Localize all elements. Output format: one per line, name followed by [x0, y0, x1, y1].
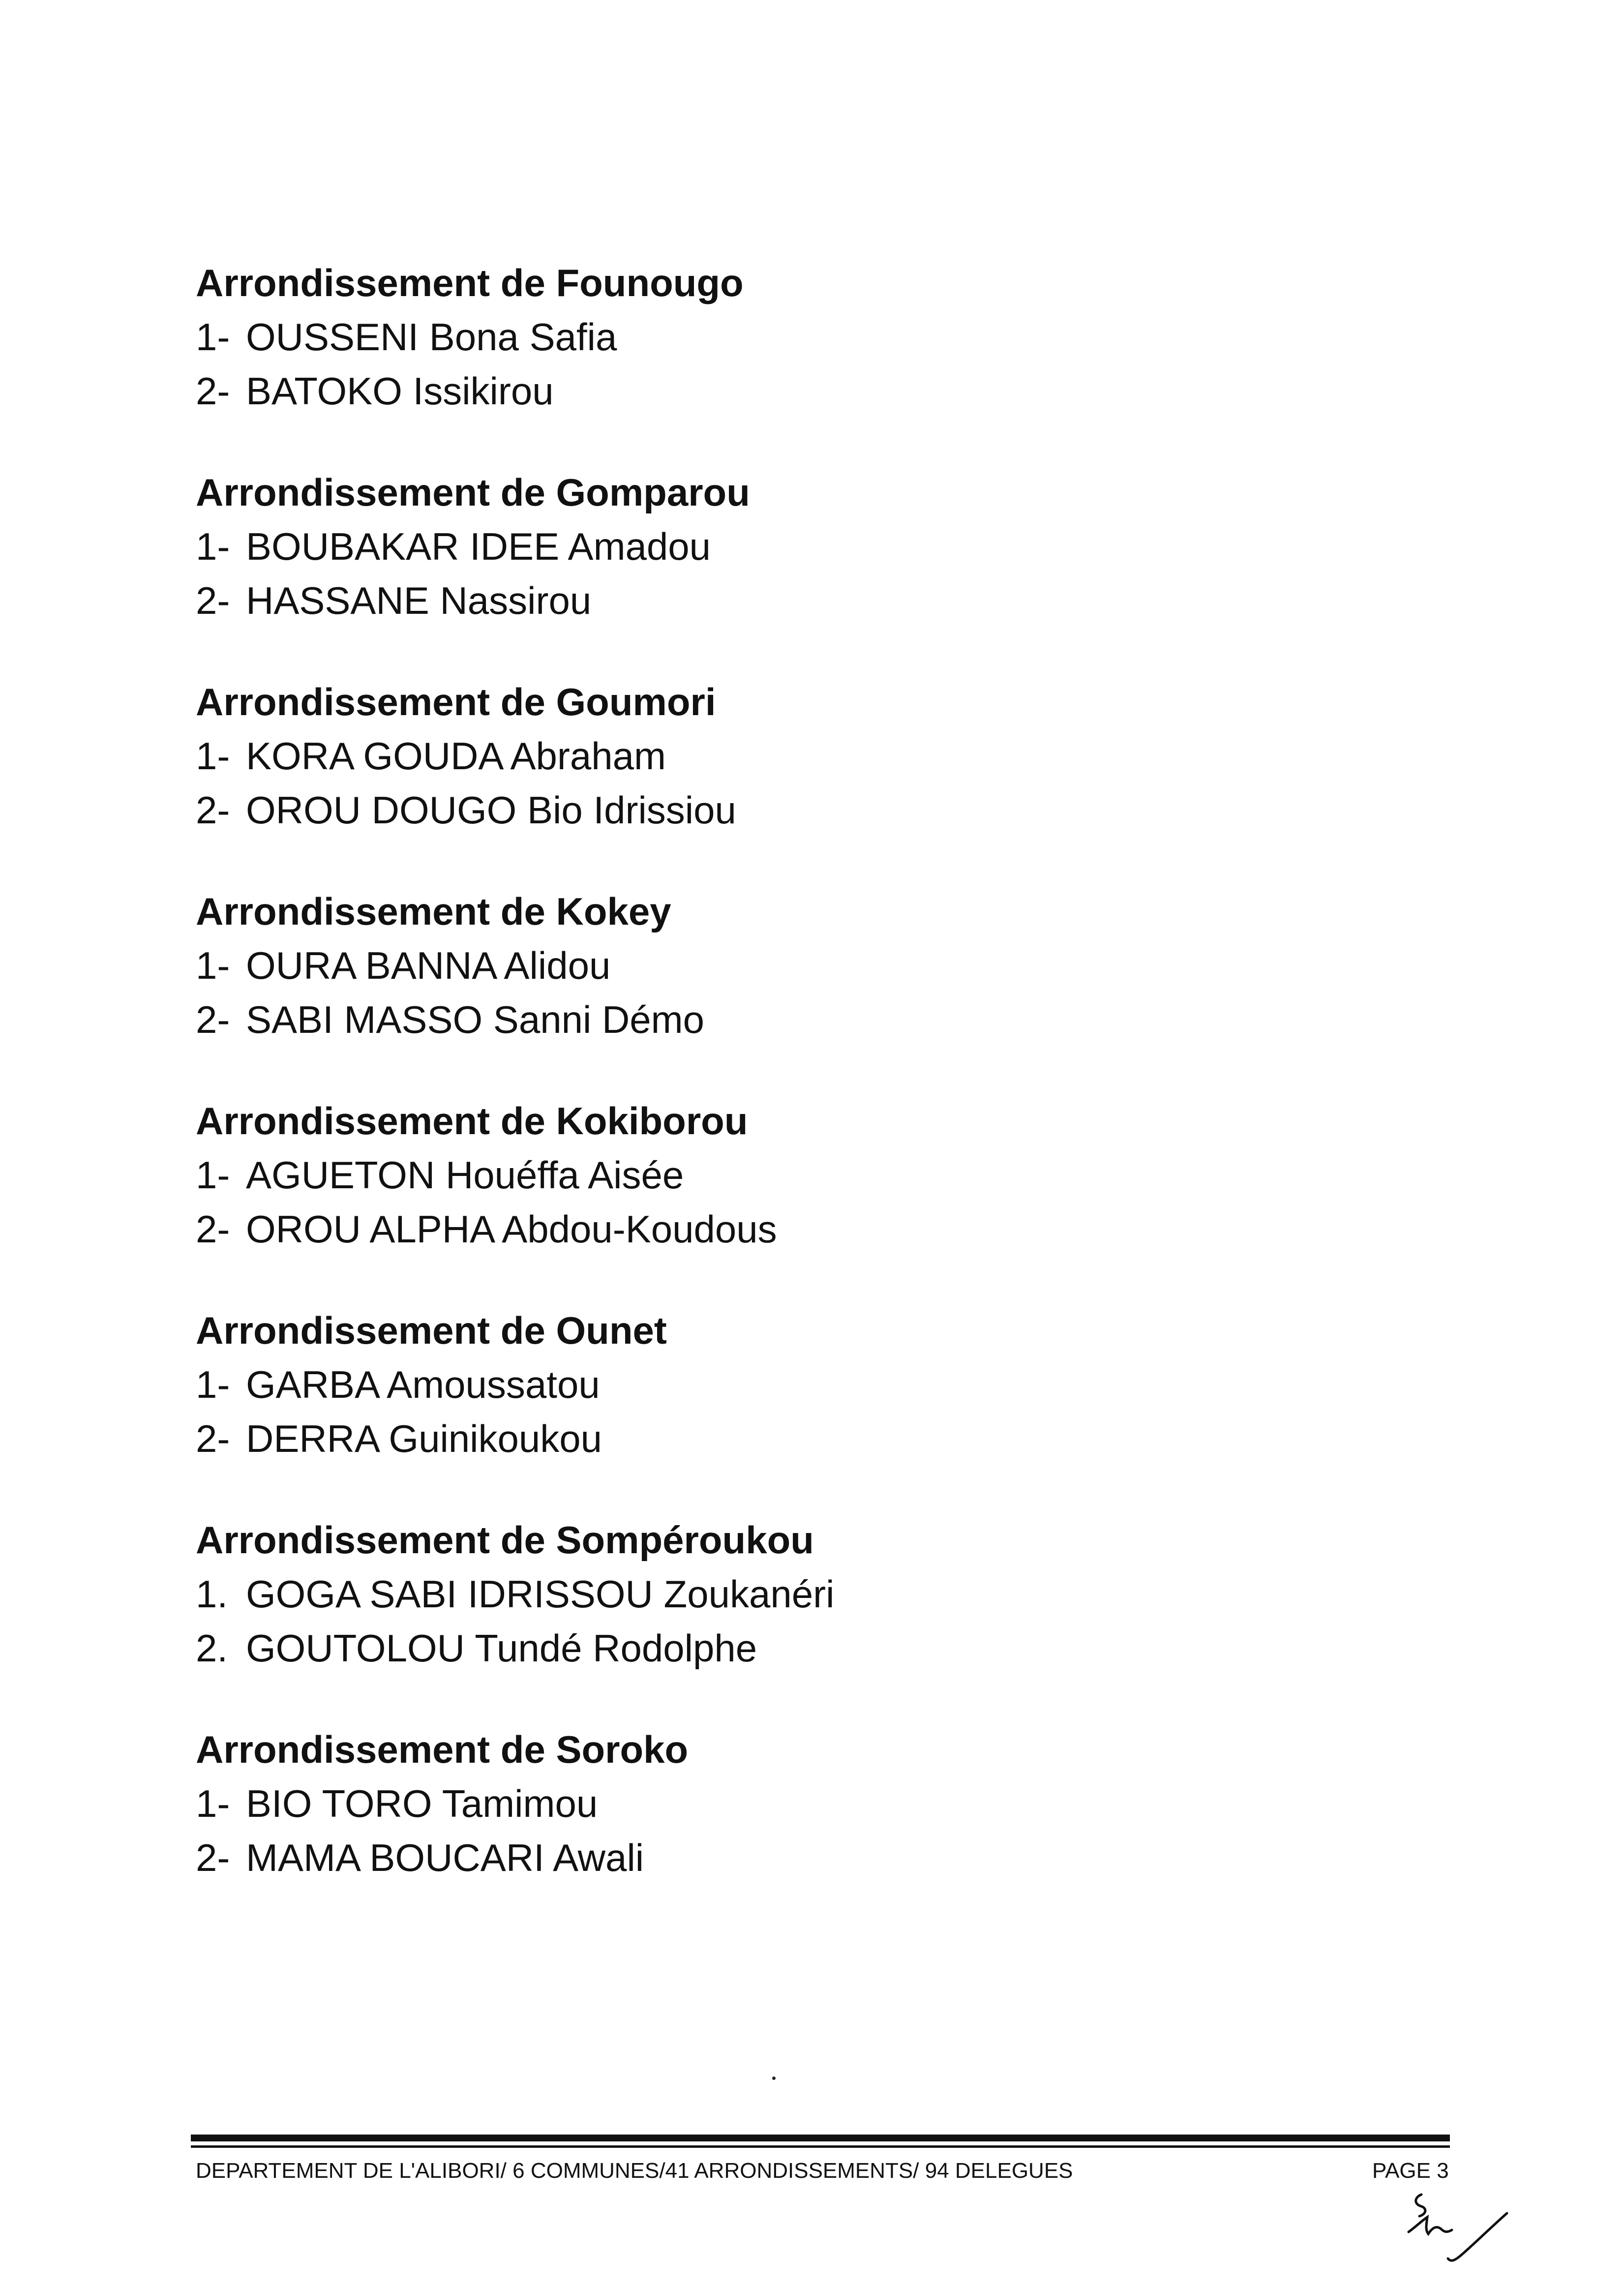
document-body [196, 256, 1425, 1932]
list-item [196, 993, 1425, 1047]
delegate-name: HASSANE Nassirou [246, 579, 592, 622]
list-item [196, 573, 1425, 628]
section-heading: Arrondissement de Soroko [196, 1728, 689, 1771]
section-founougo [196, 256, 1425, 418]
section-heading: Arrondissement de Goumori [196, 680, 716, 723]
section-ounet [196, 1303, 1425, 1466]
list-item [196, 1357, 1425, 1412]
section-heading: Arrondissement de Gomparou [196, 471, 750, 514]
delegate-name: OROU ALPHA Abdou-Koudous [246, 1207, 777, 1251]
item-number: 1- [196, 315, 230, 359]
delegate-name: BIO TORO Tamimou [246, 1782, 598, 1825]
list-item [196, 938, 1425, 993]
delegate-name: BOUBAKAR IDEE Amadou [246, 525, 711, 568]
section-kokey [196, 884, 1425, 1047]
item-number: 2- [196, 998, 230, 1041]
section-heading: Arrondissement de Ounet [196, 1309, 667, 1352]
list-item [196, 1412, 1425, 1466]
delegate-name: OURA BANNA Alidou [246, 944, 611, 987]
signature-mark [1402, 2189, 1515, 2272]
item-number: 2- [196, 369, 230, 413]
stray-mark [772, 2076, 776, 2080]
list-item [196, 1776, 1425, 1831]
delegate-name: SABI MASSO Sanni Démo [246, 998, 705, 1041]
list-item [196, 1831, 1425, 1885]
list-item [196, 1202, 1425, 1256]
section-heading: Arrondissement de Kokiborou [196, 1099, 748, 1143]
section-goumori [196, 675, 1425, 837]
item-number: 1- [196, 1782, 230, 1825]
item-number: 2- [196, 1417, 230, 1460]
footer-text: DEPARTEMENT DE L'ALIBORI/ 6 COMMUNES/41 ARRONDISSEMENTS/ 94 DELEGUES [196, 2159, 1073, 2183]
delegate-name: GARBA Amoussatou [246, 1363, 600, 1406]
delegate-name: KORA GOUDA Abraham [246, 734, 666, 778]
section-heading: Arrondissement de Founougo [196, 261, 744, 304]
item-number: 2- [196, 579, 230, 622]
footer-rule-thick [191, 2135, 1450, 2141]
section-kokiborou [196, 1094, 1425, 1256]
section-gomparou [196, 465, 1425, 628]
section-heading: Arrondissement de Sompéroukou [196, 1518, 814, 1562]
list-item [196, 1567, 1425, 1621]
item-number: 2. [196, 1626, 228, 1670]
item-number: 1. [196, 1572, 228, 1616]
delegate-name: DERRA Guinikoukou [246, 1417, 602, 1460]
footer-rule-thin [191, 2145, 1450, 2148]
section-somperoukou [196, 1513, 1425, 1675]
item-number: 1- [196, 944, 230, 987]
item-number: 2- [196, 1207, 230, 1251]
list-item [196, 310, 1425, 364]
section-heading: Arrondissement de Kokey [196, 890, 671, 933]
delegate-name: OUSSENI Bona Safia [246, 315, 617, 359]
delegate-name: GOUTOLOU Tundé Rodolphe [246, 1626, 757, 1670]
item-number: 1- [196, 1153, 230, 1197]
delegate-name: OROU DOUGO Bio Idrissiou [246, 788, 736, 832]
section-soroko [196, 1722, 1425, 1885]
item-number: 2- [196, 1836, 230, 1879]
delegate-name: BATOKO Issikirou [246, 369, 554, 413]
list-item [196, 729, 1425, 783]
list-item [196, 519, 1425, 573]
page-number: PAGE 3 [1372, 2159, 1449, 2183]
list-item [196, 364, 1425, 418]
item-number: 1- [196, 525, 230, 568]
delegate-name: GOGA SABI IDRISSOU Zoukanéri [246, 1572, 835, 1616]
item-number: 1- [196, 734, 230, 778]
delegate-name: MAMA BOUCARI Awali [246, 1836, 644, 1879]
item-number: 1- [196, 1363, 230, 1406]
list-item [196, 1148, 1425, 1202]
delegate-name: AGUETON Houéffa Aisée [246, 1153, 684, 1197]
item-number: 2- [196, 788, 230, 832]
list-item [196, 1621, 1425, 1675]
list-item [196, 783, 1425, 837]
